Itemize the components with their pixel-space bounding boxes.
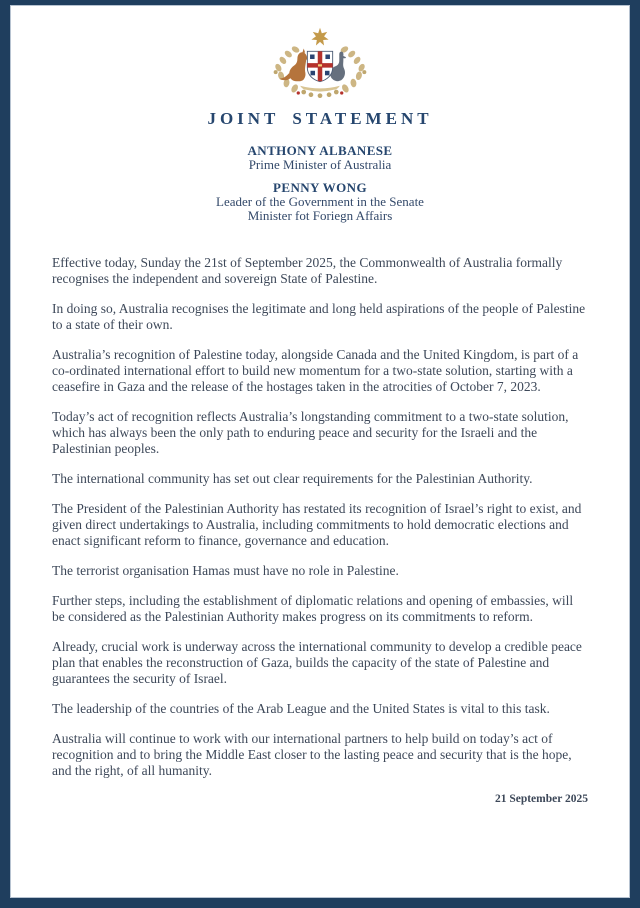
statement-paragraph: Further steps, including the establishment of diplomatic relations and opening of embassies, will be considered as the Palestinian Authority makes progress on its commitments to reform.	[52, 592, 574, 624]
signatories-block	[52, 143, 588, 224]
statement-paragraph: The leadership of the countries of the Arab League and the United States is vital to this task.	[52, 700, 550, 716]
signatory-role: Minister fot Foriegn Affairs	[247, 208, 393, 223]
signatory-name: PENNY WONG	[273, 179, 367, 195]
statement-paragraph: The terrorist organisation Hamas must have no role in Palestine.	[52, 562, 399, 578]
document-inner	[10, 5, 630, 898]
signatory-role: Prime Minister of Australia	[248, 157, 392, 172]
statement-paragraph: Australia will continue to work with our international partners to help build on today’s act of recognition and to bring the Middle East closer to the lasting peace and security that is the hope, and the right, of all humanity.	[52, 730, 572, 778]
statement-paragraph: The international community has set out clear requirements for the Palestinian Authority.	[52, 470, 533, 486]
signatory-name: ANTHONY ALBANESE	[247, 143, 393, 158]
signatory-role: Leader of the Government in the Senate	[216, 193, 424, 209]
statement-date: 21 September 2025	[494, 792, 588, 805]
statement-body	[52, 255, 588, 779]
statement-paragraph: Australia’s recognition of Palestine today, alongside Canada and the United Kingdom, is part of a co-ordinated international effort to build new momentum for a two-state solution, starting with a ceasefire in Gaza and the release of the hostages taken in the atrocities of October 7, 2023.	[52, 346, 579, 394]
signatory-foreign-minister	[52, 180, 588, 224]
statement-paragraph: Already, crucial work is underway across the international community to develop a credible peace plan that enables the reconstruction of Gaza, builds the capacity of the state of Palestine and guarantees the security of Israel.	[52, 638, 582, 686]
australian-coat-of-arms-icon	[256, 26, 384, 102]
document-title: JOINT STATEMENT	[207, 109, 433, 128]
statement-paragraph: Effective today, Sunday the 21st of September 2025, the Commonwealth of Australia formally recognises the independent and sovereign State of Palestine.	[52, 254, 563, 286]
statement-paragraph: In doing so, Australia recognises the legitimate and long held aspirations of the people of Palestine to a state of their own.	[52, 300, 586, 332]
signatory-prime-minister	[52, 143, 588, 173]
statement-paragraph: The President of the Palestinian Authority has restated its recognition of Israel’s right to exist, and given direct undertakings to Australia, including commitments to hold democratic elections and enact significant reform to finance, governance and education.	[52, 500, 582, 548]
statement-paragraph: Today’s act of recognition reflects Australia’s longstanding commitment to a two-state solution, which has always been the only path to enduring peace and security for the Israeli and the Palestinian peoples.	[52, 408, 569, 456]
